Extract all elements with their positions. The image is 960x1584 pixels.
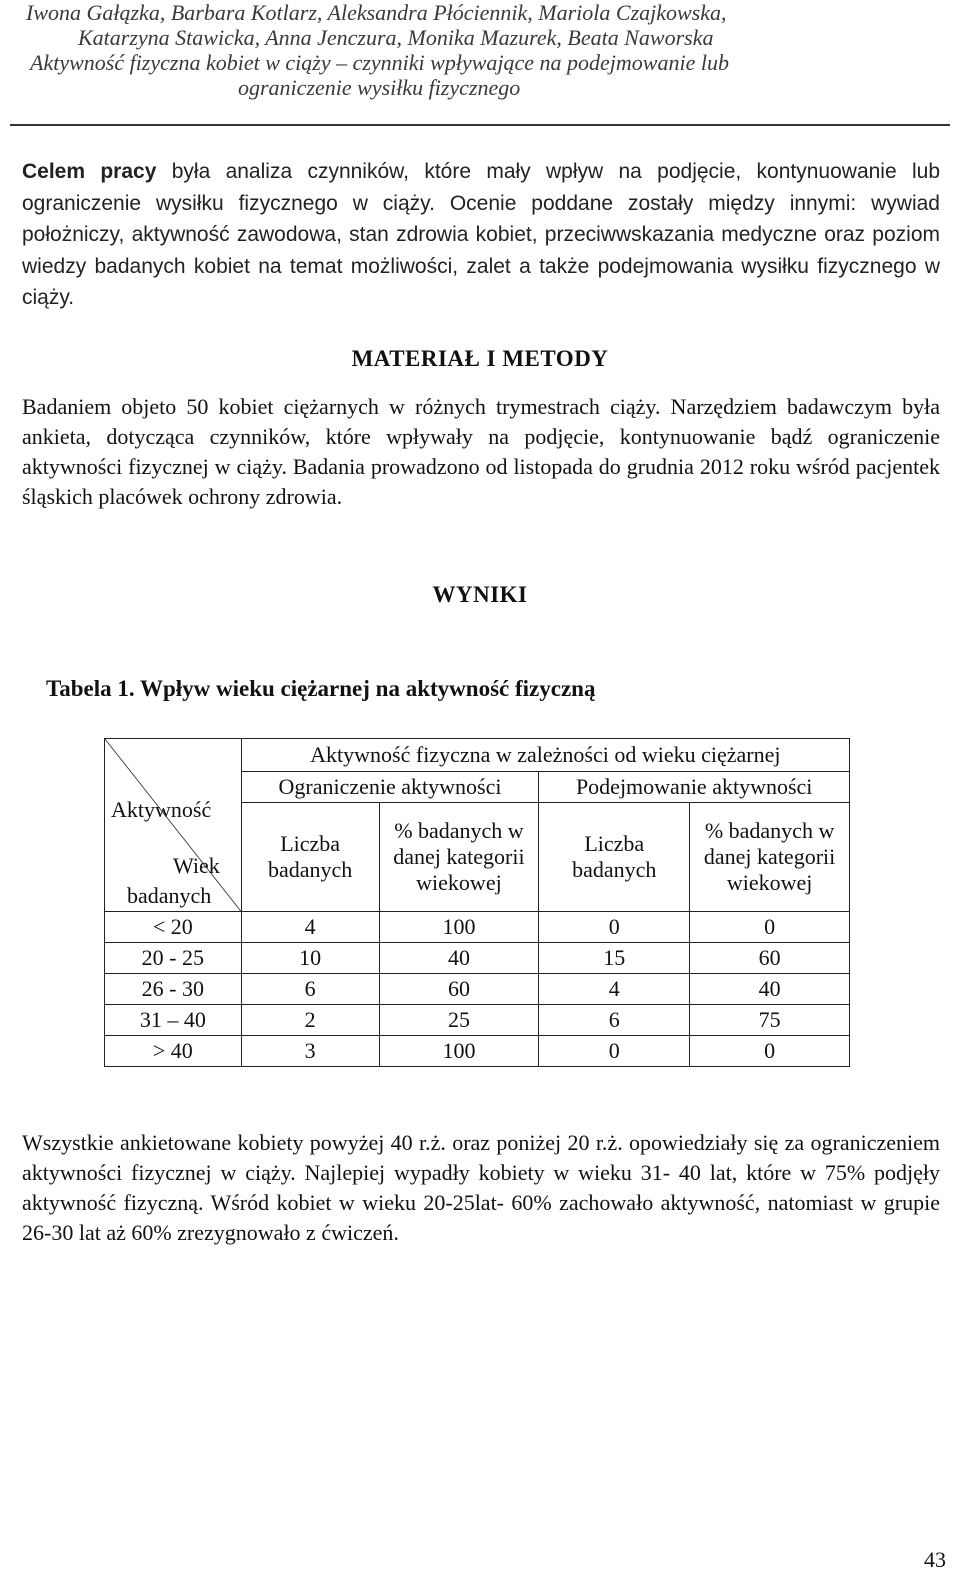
table-row (105, 943, 850, 974)
cell-age: 26 - 30 (105, 974, 242, 1005)
cell-take-count: 0 (539, 912, 690, 943)
results-heading: WYNIKI (432, 582, 528, 607)
aim-text: była analiza czynników, które mały wpływ na podjęcie, kontynuowanie lub ograniczenie wysiłku fizycznego w ciąży. Ocenie poddane zostały między innymi: wywiad położniczy, aktywność zawodowa, stan zdrowia kobiet, przeciwwskazania medyczne oraz poziom wiedzy badanych kobiet na temat możliwości, zalet a także podejmowania wysiłku fizycznego w ciąży. (22, 160, 940, 309)
cell-limit-count: 4 (241, 912, 379, 943)
page-number: 43 (924, 1547, 946, 1572)
age-activity-table (104, 738, 850, 1067)
cell-limit-pct: 100 (379, 912, 539, 943)
col-header-limit-count: Liczba badanych (241, 803, 379, 912)
table-corner-cell (105, 739, 242, 912)
aim-paragraph (22, 156, 940, 314)
header-rule (10, 124, 950, 126)
header-title-line-2: ograniczenie wysiłku fizycznego (238, 75, 521, 100)
cell-limit-count: 2 (241, 1005, 379, 1036)
conclusion-paragraph: Wszystkie ankietowane kobiety powyżej 40 r.ż. oraz poniżej 20 r.ż. opowiedziały się za ograniczeniem aktywności fizycznej w ciąży. Najlepiej wypadły kobiety w wieku 31- 40 lat, które w 75% podjęły aktywność fizyczną. Wśród kobiet w wieku 20-25lat- 60% zachowało aktywność, natomiast w grupie 26-30 lat aż 60% zrezygnowało z ćwiczeń. (22, 1130, 940, 1245)
corner-label-activity: Aktywność (111, 797, 212, 822)
cell-age: > 40 (105, 1036, 242, 1067)
col-header-take-pct: % badanych w danej kategorii wiekowej (690, 803, 850, 912)
cell-take-pct: 0 (690, 1036, 850, 1067)
cell-age: 31 – 40 (105, 1005, 242, 1036)
table-row (105, 912, 850, 943)
cell-take-count: 6 (539, 1005, 690, 1036)
header-title-line-1: Aktywność fizyczna kobiet w ciąży – czynniki wpływające na podejmowanie lub (30, 50, 729, 75)
table-caption: Tabela 1. Wpływ wieku ciężarnej na aktywność fizyczną (46, 676, 596, 701)
cell-age: < 20 (105, 912, 242, 943)
group-header-take: Podejmowanie aktywności (539, 772, 850, 803)
cell-take-count: 15 (539, 943, 690, 974)
methods-heading: MATERIAŁ I METODY (351, 346, 609, 371)
header-authors-line-1: Iwona Gałązka, Barbara Kotlarz, Aleksandra Płóciennik, Mariola Czajkowska, (26, 0, 727, 25)
cell-take-pct: 60 (690, 943, 850, 974)
cell-take-pct: 75 (690, 1005, 850, 1036)
col-header-take-count: Liczba badanych (539, 803, 690, 912)
header-authors-line-2: Katarzyna Stawicka, Anna Jenczura, Monika Mazurek, Beata Naworska (78, 25, 714, 50)
group-header-limit: Ograniczenie aktywności (241, 772, 539, 803)
cell-limit-count: 6 (241, 974, 379, 1005)
cell-limit-count: 3 (241, 1036, 379, 1067)
running-header (26, 0, 946, 100)
corner-label-age: Wiek (173, 853, 220, 878)
cell-limit-pct: 100 (379, 1036, 539, 1067)
cell-take-count: 4 (539, 974, 690, 1005)
cell-take-pct: 40 (690, 974, 850, 1005)
table-row (105, 1005, 850, 1036)
cell-take-pct: 0 (690, 912, 850, 943)
table-title: Aktywność fizyczna w zależności od wieku ciężarnej (241, 739, 849, 772)
table-row (105, 1036, 850, 1067)
table-row (105, 974, 850, 1005)
methods-paragraph: Badaniem objeto 50 kobiet ciężarnych w różnych trymestrach ciąży. Narzędziem badawczym była ankieta, dotycząca czynników, które wpływały na podjęcie, kontynuowanie bądź ograniczenie aktywności fizycznej w ciąży. Badania prowadzono od listopada do grudnia 2012 roku wśród pacjentek śląskich placówek ochrony zdrowia. (22, 394, 940, 509)
aim-lead: Celem pracy (22, 160, 157, 183)
col-header-limit-pct: % badanych w danej kategorii wiekowej (379, 803, 539, 912)
cell-limit-pct: 25 (379, 1005, 539, 1036)
cell-age: 20 - 25 (105, 943, 242, 974)
cell-take-count: 0 (539, 1036, 690, 1067)
cell-limit-count: 10 (241, 943, 379, 974)
corner-label-respondents: badanych (127, 883, 212, 908)
cell-limit-pct: 40 (379, 943, 539, 974)
cell-limit-pct: 60 (379, 974, 539, 1005)
